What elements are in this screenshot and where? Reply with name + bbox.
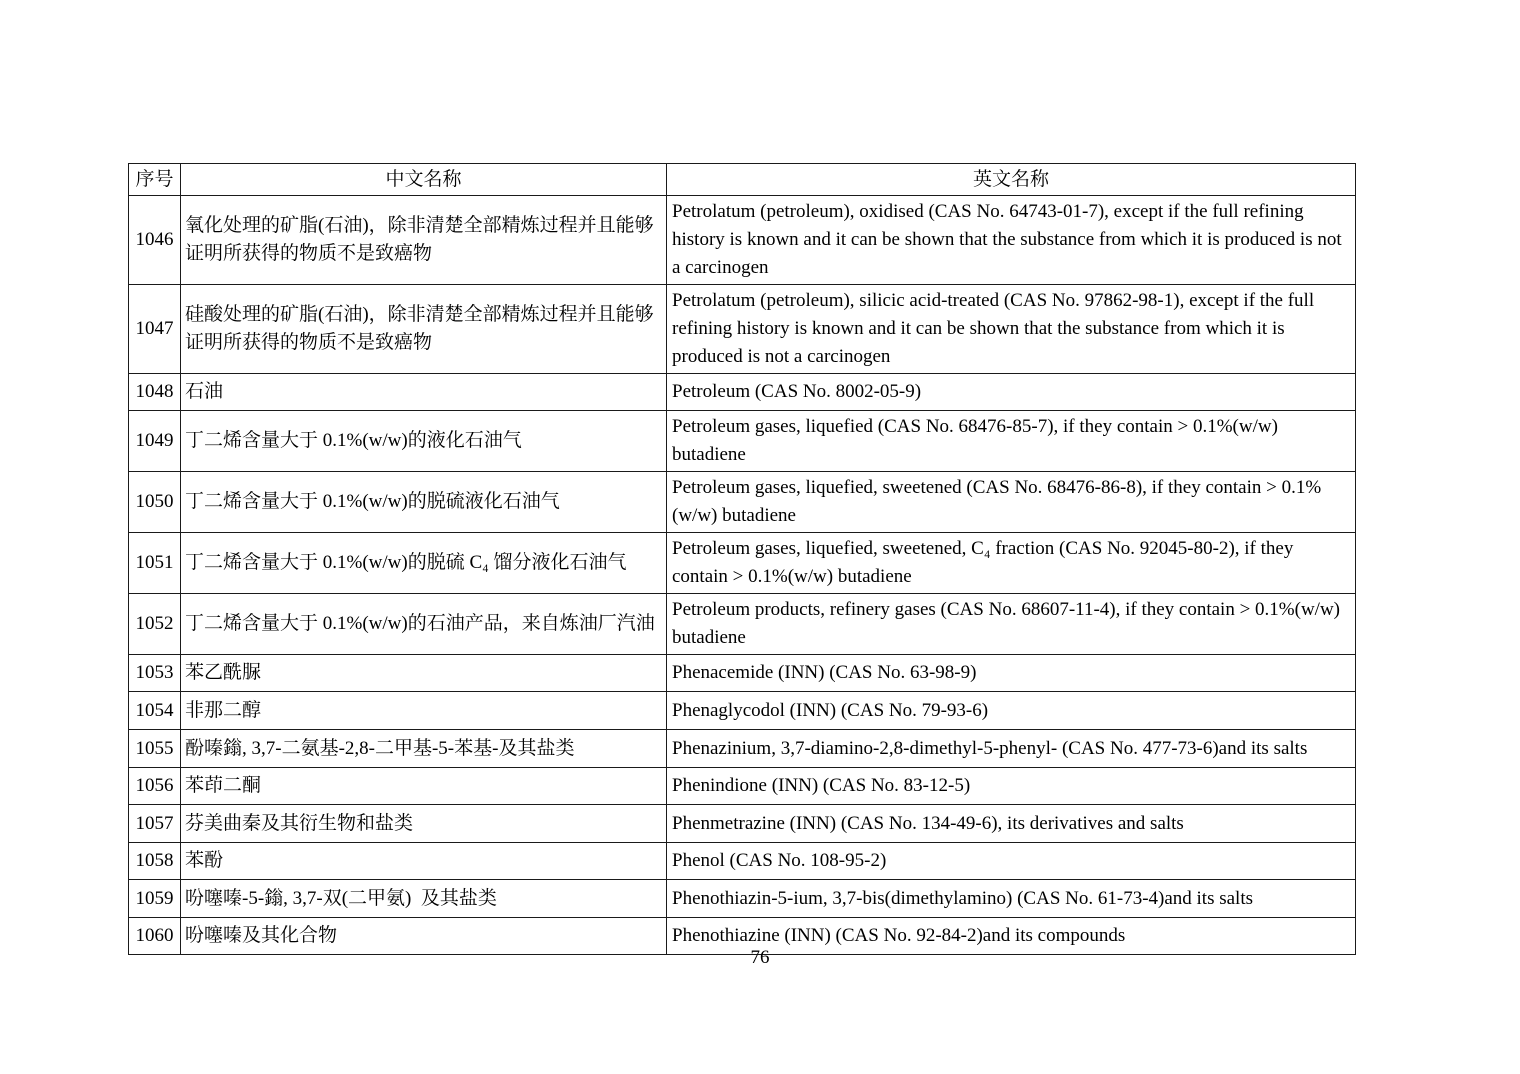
chinese-name-cell: 吩噻嗪及其化合物: [181, 918, 667, 955]
table-body: [129, 196, 1356, 955]
chinese-name-cell: 氧化处理的矿脂(石油)，除非清楚全部精炼过程并且能够证明所获得的物质不是致癌物: [181, 196, 667, 285]
serial-number-cell: 1047: [129, 285, 181, 374]
serial-number-cell: 1054: [129, 692, 181, 730]
english-name-cell: Petroleum gases, liquefied (CAS No. 68476-85-7), if they contain > 0.1%(w/w) butadiene: [667, 411, 1356, 472]
table-row: [129, 374, 1356, 411]
serial-number-cell: 1051: [129, 533, 181, 594]
english-name-cell: Phenol (CAS No. 108-95-2): [667, 843, 1356, 880]
english-name-cell: Phenazinium, 3,7-diamino-2,8-dimethyl-5-phenyl- (CAS No. 477-73-6)and its salts: [667, 730, 1356, 768]
english-name-cell: Petrolatum (petroleum), oxidised (CAS No. 64743-01-7), except if the full refining history is known and it can be shown that the substance from which it is produced is not a carcinogen: [667, 196, 1356, 285]
chinese-name-cell: 丁二烯含量大于 0.1%(w/w)的石油产品，来自炼油厂汽油: [181, 594, 667, 655]
header-chinese-name: 中文名称: [181, 164, 667, 196]
chinese-name-cell: 吩噻嗪-5-鎓, 3,7-双(二甲氨) 及其盐类: [181, 880, 667, 918]
chinese-name-cell: 酚嗪鎓, 3,7-二氨基-2,8-二甲基-5-苯基-及其盐类: [181, 730, 667, 768]
english-name-cell: Petroleum products, refinery gases (CAS No. 68607-11-4), if they contain > 0.1%(w/w) butadiene: [667, 594, 1356, 655]
table-row: [129, 533, 1356, 594]
table-row: [129, 768, 1356, 805]
serial-number-cell: 1049: [129, 411, 181, 472]
table-row: [129, 655, 1356, 692]
chinese-name-cell: 苯乙酰脲: [181, 655, 667, 692]
header-row: [129, 164, 1356, 196]
english-name-cell: Phenothiazin-5-ium, 3,7-bis(dimethylamino) (CAS No. 61-73-4)and its salts: [667, 880, 1356, 918]
table-row: [129, 411, 1356, 472]
serial-number-cell: 1055: [129, 730, 181, 768]
table-row: [129, 692, 1356, 730]
serial-number-cell: 1053: [129, 655, 181, 692]
header-serial-number: 序号: [129, 164, 181, 196]
chinese-name-cell: 丁二烯含量大于 0.1%(w/w)的脱硫 C₄ 馏分液化石油气: [181, 533, 667, 594]
english-name-cell: Phenmetrazine (INN) (CAS No. 134-49-6), its derivatives and salts: [667, 805, 1356, 843]
chinese-name-cell: 苯茚二酮: [181, 768, 667, 805]
table-row: [129, 843, 1356, 880]
chinese-name-cell: 丁二烯含量大于 0.1%(w/w)的脱硫液化石油气: [181, 472, 667, 533]
english-name-cell: Petrolatum (petroleum), silicic acid-treated (CAS No. 97862-98-1), except if the full refining history is known and it can be shown that the substance from which it is produced is not a carcinogen: [667, 285, 1356, 374]
serial-number-cell: 1060: [129, 918, 181, 955]
serial-number-cell: 1048: [129, 374, 181, 411]
chinese-name-cell: 石油: [181, 374, 667, 411]
table-header: [129, 164, 1356, 196]
chinese-name-cell: 芬美曲秦及其衍生物和盐类: [181, 805, 667, 843]
english-name-cell: Phenindione (INN) (CAS No. 83-12-5): [667, 768, 1356, 805]
serial-number-cell: 1052: [129, 594, 181, 655]
table-row: [129, 594, 1356, 655]
table-row: [129, 730, 1356, 768]
serial-number-cell: 1058: [129, 843, 181, 880]
table-row: [129, 880, 1356, 918]
english-name-cell: Petroleum gases, liquefied, sweetened, C₄ fraction (CAS No. 92045-80-2), if they contain > 0.1%(w/w) butadiene: [667, 533, 1356, 594]
table-row: [129, 285, 1356, 374]
page-number: 76: [750, 947, 770, 968]
table-row: [129, 805, 1356, 843]
table-row: [129, 196, 1356, 285]
serial-number-cell: 1059: [129, 880, 181, 918]
chinese-name-cell: 苯酚: [181, 843, 667, 880]
english-name-cell: Phenacemide (INN) (CAS No. 63-98-9): [667, 655, 1356, 692]
table-row: [129, 472, 1356, 533]
chinese-name-cell: 非那二醇: [181, 692, 667, 730]
substance-table: [128, 163, 1356, 955]
english-name-cell: Petroleum gases, liquefied, sweetened (CAS No. 68476-86-8), if they contain > 0.1%(w/w) butadiene: [667, 472, 1356, 533]
english-name-cell: Phenothiazine (INN) (CAS No. 92-84-2)and its compounds: [667, 918, 1356, 955]
serial-number-cell: 1057: [129, 805, 181, 843]
header-english-name: 英文名称: [667, 164, 1356, 196]
chinese-name-cell: 丁二烯含量大于 0.1%(w/w)的液化石油气: [181, 411, 667, 472]
serial-number-cell: 1050: [129, 472, 181, 533]
serial-number-cell: 1056: [129, 768, 181, 805]
english-name-cell: Phenaglycodol (INN) (CAS No. 79-93-6): [667, 692, 1356, 730]
chinese-name-cell: 硅酸处理的矿脂(石油)，除非清楚全部精炼过程并且能够证明所获得的物质不是致癌物: [181, 285, 667, 374]
english-name-cell: Petroleum (CAS No. 8002-05-9): [667, 374, 1356, 411]
serial-number-cell: 1046: [129, 196, 181, 285]
